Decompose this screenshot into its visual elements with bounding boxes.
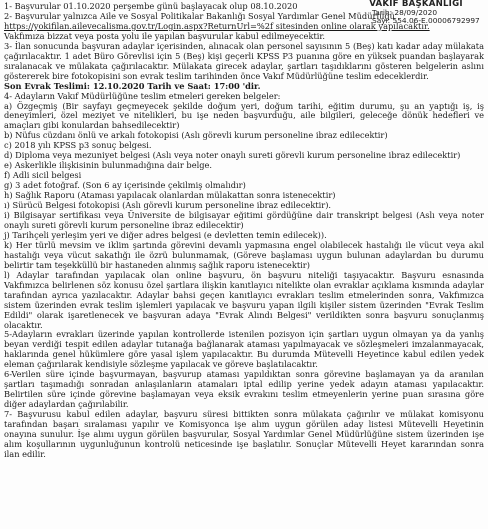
doc-i-computer-certificate: i) Bilgisayar sertifikası veya Üniversite de bilgisayar eğitimi gördüğüne dair transkript belgesi (Aslı veya noter onaylı sureti görevli kurum personeline ibraz edilecektir) <box>4 210 484 230</box>
postal-application-note: Vakfımıza bizzat veya posta yolu ile yapılan başvurular kabul edilmeyecektir. <box>4 30 326 41</box>
stamp-date: Tarih: 28/09/2020 <box>372 8 438 18</box>
doc-a-cv: a) Özgeçmiş (Bir sayfayı geçmeyecek şekilde doğum yeri, doğum tarihi, eğitim durumu, şu an yaptığı iş, iş deneyimleri, özel meziyet ve nitelikleri, bu işe neden başvurduğu, aile bilgileri, geleceğe dönük hedefleri ve amaçları gibi konulardan bahsedilecektir) <box>4 100 484 131</box>
doc-k-health-condition: k) Her türlü mevsim ve iklim şartında görevini devamlı yapmasına engel olabilecek hastalığı ile vücut veya akıl hastalığı veya vücut sakatlığı ile özrü bulunmamak, (Göreve başlaması uygun bulunan adaylardan bu durumu belirtir tam teşekküllü bir hastaneden alınmış sağlık raporu istenecektir) <box>4 239 484 270</box>
application-url-link[interactable]: https://yokifilan.ailevecalisma.gov.tr/Login.aspx?ReturnUrl=%2f sitesinden online olarak yapılacaktır. <box>4 20 430 31</box>
stamp-organization: VAKIF BAŞKANLIĞI <box>369 0 463 9</box>
item-5-document-checks: 5-Adayların evrakları üzerinde yapılan kontrollerde istenilen pozisyon için şartları uygun olmayan ya da yanlış beyan verdiği tespit edilen adaylar tutanağa bağlanarak ataması yapılmayacak ve sözleşmeleri imzalanmayacak, haklarında genel hükümlere göre yasal işlem yapılacaktır. Bu durumda Mütevelli Heyetince kabul edilen yedek eleman çağırılarak kendisiyle sözleşme yapılacak ve göreve başlatılacaktır. <box>4 329 484 370</box>
doc-b-id-card: b) Nüfus cüzdanı önlü ve arkalı fotokopisi (Aslı görevli kurum personeline ibraz edilecektir) <box>4 130 388 141</box>
item-4-required-documents-heading: 4- Adayların Vakıf Müdürlüğüne teslim etmeleri gereken belgeler: <box>4 90 281 101</box>
doc-f-criminal-record: f) Adli sicil belgesi <box>4 170 82 181</box>
doc-j-residence: j) Tarihçeli yerleşim yeri ve diğer adres belgesi (e devletten temin edilecek)). <box>4 229 327 240</box>
stamp-number: Sayı: 554.06-E.00006792997 <box>372 15 480 25</box>
item-2-application-channel: 2- Başvurular yalnızca Aile ve Sosyal Politikalar Bakanlığı Sosyal Yardımlar Genel Müdürlüğü <box>4 10 395 21</box>
item-3-interview-selection: 3- İlan sonucunda başvuran adaylar içerisinden, alınacak olan personel sayısının 5 (Beş) katı kadar aday mülakata çağırılacaktır. 1 adet Büro Görevlisi için 5 (Beş) kişi geçerli KPSS P3 puanına göre en yüksek puandan başlayarak sıralanacak ve mülakata çağırılacaktır. Mülakata girecek adaylar, şartları taşıdıklarını gösteren belgelerin aslını göstererek bire fotokopisini son evrak teslim tarihinden önce Vakıf Müdürlüğüne teslim edeceklerdir. <box>4 40 484 81</box>
doc-i-driving-license: ı) Sürücü Belgesi fotokopisi (Aslı görevli kurum personeline ibraz edilecektir). <box>4 200 332 211</box>
item-7-evaluation: 7- Başvurusu kabul edilen adaylar, başvuru süresi bittikten sonra mülakata çağırılır ve mülakat komisyonu tarafından başarı sıralaması yapılır ve Komisyonca işe alım uygun görülen aday listesi Mütevelli Heyetinin onayına sunulur. İşe alımı uygun görülen başvurular, Sosyal Yardımlar Genel Müdürlüğüne sistem üzerinden işe alım koşullarının uygunluğunun kontrolü neticesinde işe başlatılır. Sonuçlar Mütevelli Heyet kararından sonra ilan edilir. <box>4 409 484 459</box>
doc-c-kpss: c) 2018 yılı KPSS p3 sonuç belgesi. <box>4 140 152 151</box>
announcement-body <box>4 2 484 460</box>
doc-h-health-report: h) Sağlık Raporu (Ataması yapılacak olanlardan mülakattan sonra istenecektir) <box>4 190 336 201</box>
item-6-deadlines: 6-Verilen süre içinde başvurmayan, başvurup ataması yapıldıktan sonra görevine başlamayan ya da aranılan şartları taşımadığı sonradan anlaşılanların atamaları iptal edilip yerine yedek adayın ataması yapılacaktır. Belirtilen süre içinde görevine başlamayan veya eksik evrakını teslim etmeyenlerin yerine puan sırasına göre diğer adaylardan çağırılabilir. <box>4 369 484 410</box>
doc-d-diploma: d) Diploma veya mezuniyet belgesi (Aslı veya noter onaylı sureti görevli kurum personeline ibraz edilecektir) <box>4 150 461 161</box>
item-1-application-dates: 1- Başvurular 01.10.2020 perşembe günü başlayacak olup 08.10.2020 <box>4 1 298 11</box>
doc-e-military: e) Askerlikle ilişkisinin bulunmadığına dair belge. <box>4 160 212 171</box>
doc-l-online-application: l) Adaylar tarafından yapılacak olan online başvuru, ön başvuru niteliği taşıyacaktır. Başvuru esnasında Vakfımızca belirlenen söz konusu özel şartlara ilişkin kanıtlayıcı nitelikte olan evraklar açıklama kısmında adaylar tarafından ayrıca yazılacaktır. Adaylar bahsi geçen kanıtlayıcı evrakları teslim etmelerinden sonra, Vakfımızca sistem üzerinden evrak teslim işlemleri yapılacak ve başvuru yapan ilgili kişiler sistem üzerinden "Evrak Teslim Edildi" olarak işaretlenecek ve başvuran adaya "Evrak Alındı Belgesi" verildikten sonra başvuru sonuçlanmış olacaktır. <box>4 269 484 330</box>
document-deadline: Son Evrak Teslimi: 12.10.2020 Tarih ve Saat: 17:00 'dir. <box>4 80 261 91</box>
doc-g-photos: g) 3 adet fotoğraf. (Son 6 ay içerisinde çekilmiş olmalıdır) <box>4 180 246 191</box>
